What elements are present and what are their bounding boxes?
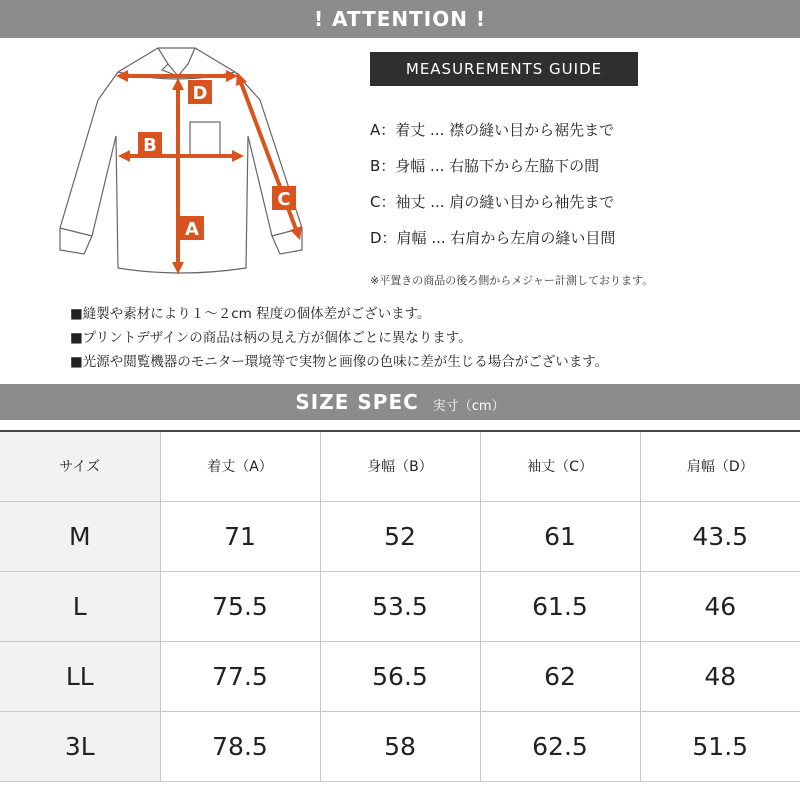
value-cell: 77.5: [160, 641, 320, 711]
value-cell: 75.5: [160, 571, 320, 641]
label-c: C: [277, 189, 291, 210]
attention-banner: [0, 0, 800, 38]
definition-b: B：身幅 ... 右脇下から左脇下の間: [370, 157, 600, 175]
value-cell: 48: [640, 641, 800, 711]
note-item: ■縫製や素材により１～２cm 程度の個体差がございます。: [70, 306, 431, 322]
value-cell: 62: [480, 641, 640, 711]
label-d: D: [192, 83, 208, 104]
header-length: 着丈（A）: [160, 431, 320, 501]
note-item: ■光源や閲覧機器のモニター環境等で実物と画像の色味に差が生じる場合がございます。: [70, 354, 609, 370]
table-row: [0, 571, 800, 641]
measurements-guide-tag: MEASUREMENTS GUIDE: [370, 52, 638, 86]
size-spec-table: [0, 430, 800, 782]
value-cell: 61: [480, 501, 640, 571]
header-shoulder: 肩幅（D）: [640, 431, 800, 501]
value-cell: 78.5: [160, 711, 320, 781]
table-header-row: [0, 431, 800, 501]
measurement-definitions: [370, 116, 780, 260]
size-cell: LL: [0, 641, 160, 711]
size-spec-title: SIZE SPEC: [295, 390, 419, 414]
size-cell: M: [0, 501, 160, 571]
header-width: 身幅（B）: [320, 431, 480, 501]
size-cell: L: [0, 571, 160, 641]
value-cell: 52: [320, 501, 480, 571]
value-cell: 51.5: [640, 711, 800, 781]
shirt-illustration: [40, 40, 340, 290]
label-a: A: [185, 219, 199, 240]
measurement-method-note: ※平置きの商品の後ろ側からメジャー計測しております。: [370, 274, 654, 287]
table-row: [0, 641, 800, 711]
shirt-measurement-diagram: [40, 40, 340, 290]
table-row: [0, 711, 800, 781]
header-sleeve: 袖丈（C）: [480, 431, 640, 501]
attention-title: ! ATTENTION !: [313, 7, 487, 31]
value-cell: 56.5: [320, 641, 480, 711]
value-cell: 62.5: [480, 711, 640, 781]
value-cell: 58: [320, 711, 480, 781]
size-cell: 3L: [0, 711, 160, 781]
header-size: サイズ: [0, 431, 160, 501]
size-spec-banner: [0, 384, 800, 420]
notes-list: [70, 303, 790, 375]
table-row: [0, 501, 800, 571]
definition-d: D：肩幅 ... 右肩から左肩の縫い目間: [370, 229, 616, 247]
definition-c: C：袖丈 ... 肩の縫い目から袖先まで: [370, 193, 615, 211]
size-spec-unit: 実寸（cm）: [432, 398, 505, 414]
note-item: ■プリントデザインの商品は柄の見え方が個体ごとに異なります。: [70, 330, 472, 346]
value-cell: 71: [160, 501, 320, 571]
value-cell: 43.5: [640, 501, 800, 571]
value-cell: 53.5: [320, 571, 480, 641]
value-cell: 46: [640, 571, 800, 641]
value-cell: 61.5: [480, 571, 640, 641]
definition-a: A：着丈 ... 襟の縫い目から裾先まで: [370, 121, 615, 139]
label-b: B: [143, 135, 157, 156]
